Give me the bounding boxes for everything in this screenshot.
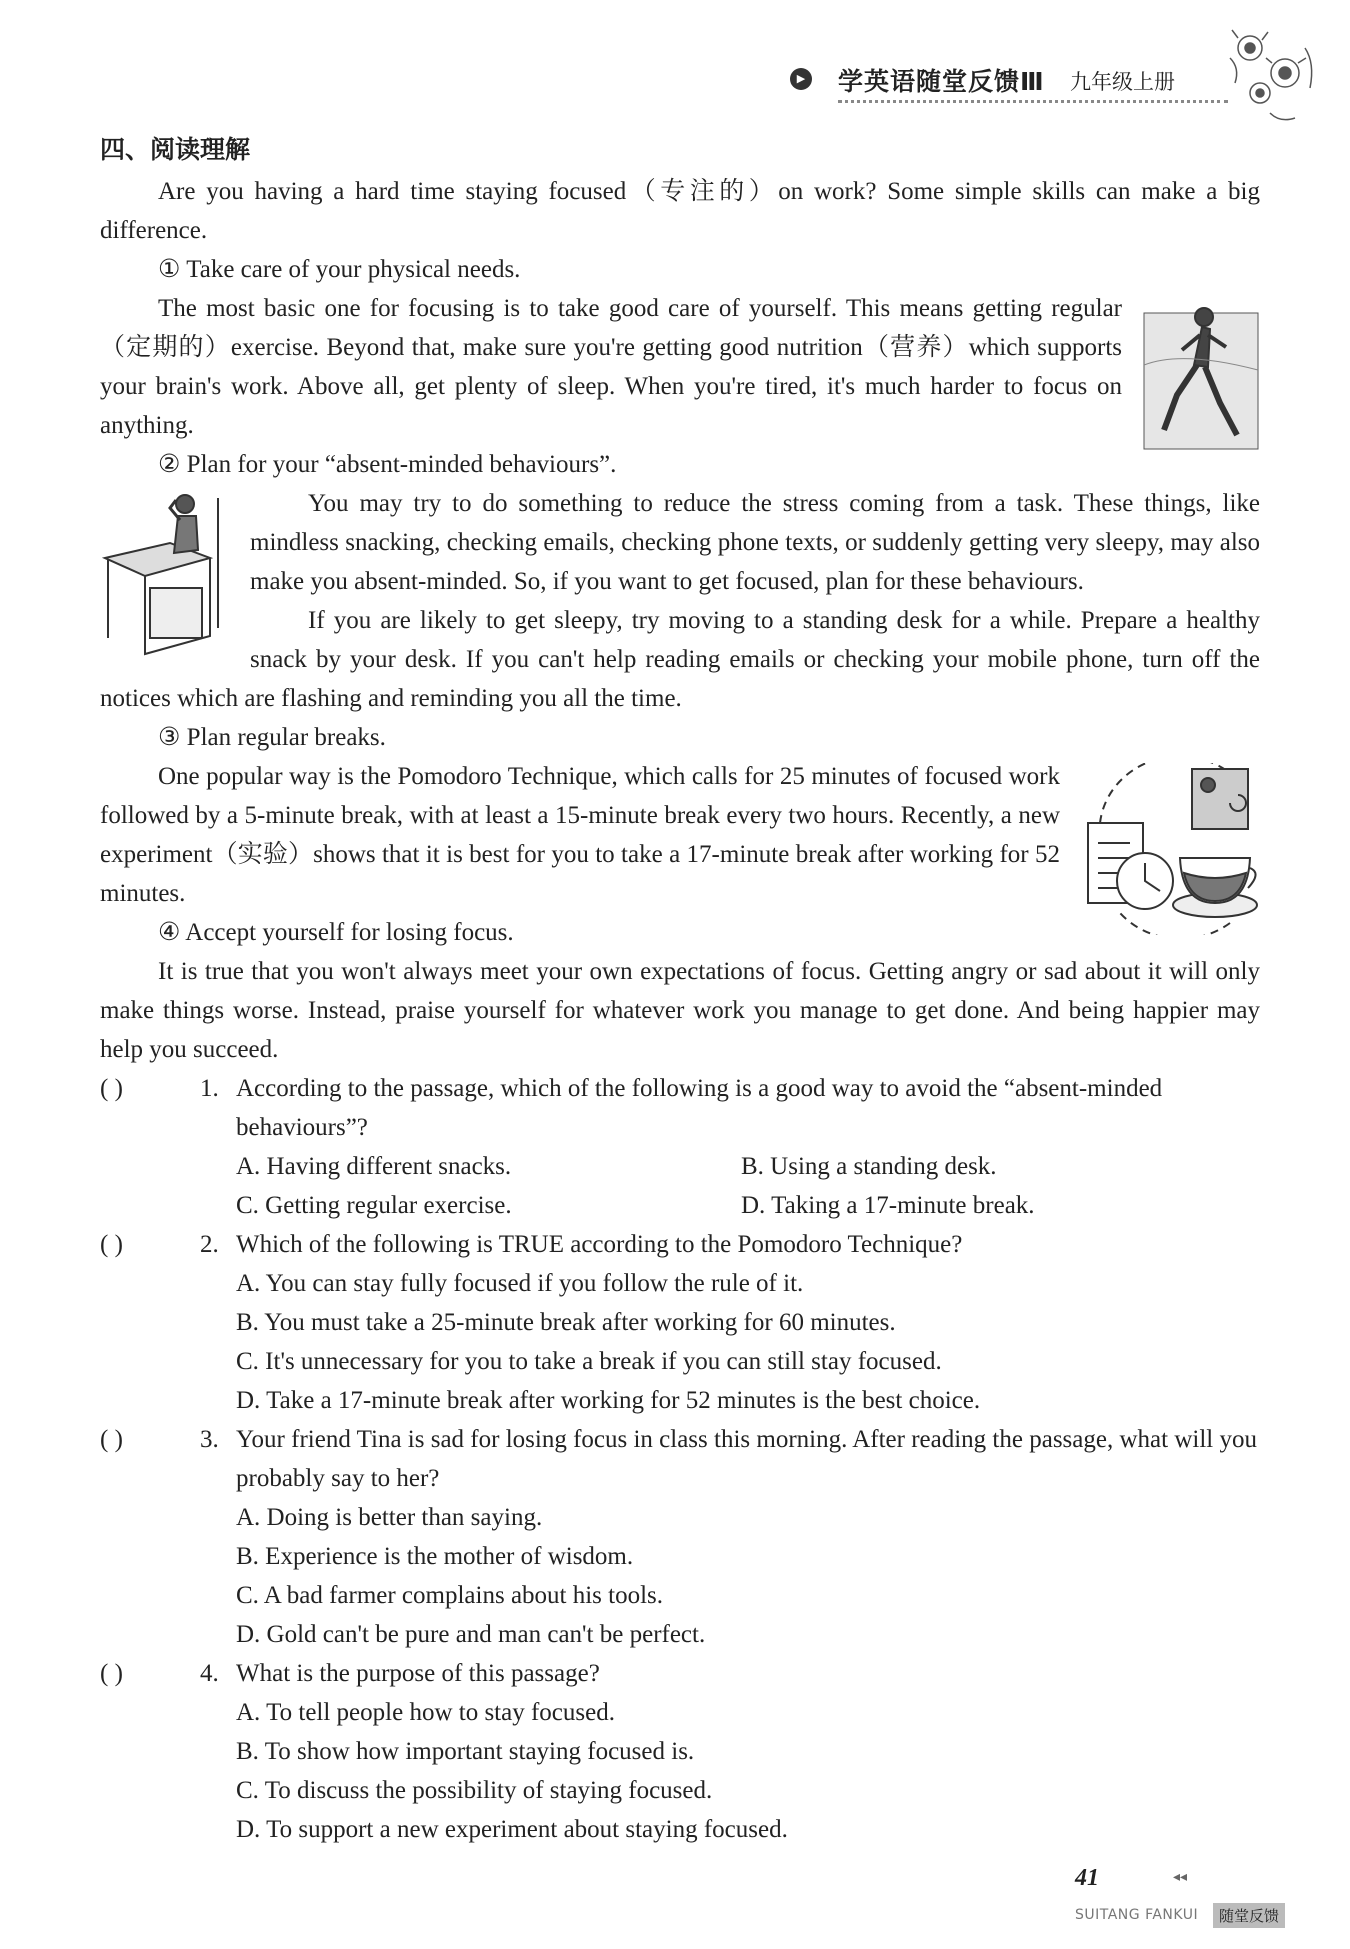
question-text: Your friend Tina is sad for losing focus in class this morning. After reading the passage, what will you probably say to her? (236, 1426, 1257, 1492)
tip-heading-1: ① Take care of your physical needs. (158, 256, 521, 283)
question-4-options (100, 1693, 1260, 1849)
option-a: A. You can stay fully focused if you follow the rule of it. (236, 1270, 804, 1297)
question-number: 4. (200, 1660, 219, 1687)
option-d: D. Take a 17-minute break after working for 52 minutes is the best choice. (236, 1387, 981, 1414)
answer-blank[interactable]: ( ) (100, 1660, 123, 1687)
page-header (790, 52, 1270, 112)
option-b: B. You must take a 25-minute break after working for 60 minutes. (236, 1309, 896, 1336)
tip-heading-4: ④ Accept yourself for losing focus. (158, 919, 514, 946)
tip-paragraph-2: You may try to do something to reduce the stress coming from a task. These things, like mindless snacking, checking emails, checking phone texts, or suddenly getting very sleepy, may also make you absent-minded. So, if you want to get focused, plan for these behaviours. (250, 490, 1260, 595)
question-number: 2. (200, 1231, 219, 1258)
option-c: C. Getting regular exercise. (236, 1192, 512, 1219)
option-b: B. To show how important staying focused is. (236, 1738, 695, 1765)
section-title: 四、阅读理解 (100, 135, 251, 164)
tip-paragraph-3: If you are likely to get sleepy, try moving to a standing desk for a while. Prepare a healthy snack by your desk. If you can't help reading emails or checking your mobile phone, turn off the notices which are flashing and reminding you all the time. (100, 607, 1260, 712)
question-3-options (100, 1498, 1260, 1654)
question-2 (100, 1225, 1260, 1264)
tip-heading-3: ③ Plan regular breaks. (158, 724, 386, 751)
desk-woman-illustration (100, 488, 222, 656)
option-d: D. To support a new experiment about staying focused. (236, 1816, 788, 1843)
play-icon: ▶ (790, 68, 812, 90)
running-woman-illustration (1142, 295, 1260, 453)
option-a: A. To tell people how to stay focused. (236, 1699, 615, 1726)
question-number: 1. (200, 1075, 219, 1102)
double-arrow-icon: ◂◂ (1173, 1869, 1188, 1885)
answer-blank[interactable]: ( ) (100, 1075, 123, 1102)
option-c: C. A bad farmer complains about his tools. (236, 1582, 664, 1609)
question-text: According to the passage, which of the following is a good way to avoid the “absent-minded behaviours”? (236, 1075, 1163, 1141)
option-d: D. Gold can't be pure and man can't be perfect. (236, 1621, 706, 1648)
answer-blank[interactable]: ( ) (100, 1231, 123, 1258)
option-b: B. Experience is the mother of wisdom. (236, 1543, 634, 1570)
option-a: A. Having different snacks. (236, 1153, 512, 1180)
passage-intro: Are you having a hard time staying focused（专注的）on work? Some simple skills can make a big difference. (100, 178, 1260, 244)
question-number: 3. (200, 1426, 219, 1453)
question-text: What is the purpose of this passage? (236, 1660, 600, 1687)
clock-coffee-illustration (1080, 763, 1260, 935)
question-1 (100, 1069, 1260, 1147)
book-title: 学英语随堂反馈Ⅲ (838, 67, 1045, 96)
option-b: B. Using a standing desk. (741, 1153, 997, 1180)
reading-section (100, 130, 1260, 1849)
question-2-options (100, 1264, 1260, 1420)
footer-pinyin: SUITANG FANKUI (1075, 1907, 1199, 1923)
answer-blank[interactable]: ( ) (100, 1426, 123, 1453)
option-c: C. It's unnecessary for you to take a break if you can still stay focused. (236, 1348, 942, 1375)
option-d: D. Taking a 17-minute break. (741, 1192, 1035, 1219)
flower-ornament-icon (1210, 18, 1330, 138)
tip-paragraph-4: One popular way is the Pomodoro Technique, which calls for 25 minutes of focused work followed by a 5-minute break, with at least a 15-minute break every two hours. Recently, a new experiment（实验）shows that it is best for you to take a 17-minute break after working for 52 minutes. (100, 763, 1060, 907)
question-text: Which of the following is TRUE according to the Pomodoro Technique? (236, 1231, 963, 1258)
question-3 (100, 1420, 1260, 1498)
option-a: A. Doing is better than saying. (236, 1504, 543, 1531)
question-1-options (100, 1147, 1260, 1225)
option-c: C. To discuss the possibility of staying focused. (236, 1777, 713, 1804)
tip-paragraph-5: It is true that you won't always meet your own expectations of focus. Getting angry or sad about it will only make things worse. Instead, praise yourself for whatever work you manage to get done. And being happier may help you succeed. (100, 958, 1260, 1063)
tip-heading-2: ② Plan for your “absent-minded behaviours”. (158, 451, 617, 478)
page-footer (1075, 1865, 1295, 1935)
footer-tag: 随堂反馈 (1213, 1903, 1285, 1928)
page-number: 41 (1075, 1865, 1099, 1891)
book-grade: 九年级上册 (1070, 70, 1175, 94)
tip-paragraph-1: The most basic one for focusing is to take good care of yourself. This means getting regular（定期的）exercise. Beyond that, make sure you're getting good nutrition（营养）which supports your brain's work. Above all, get plenty of sleep. When you're tired, it's much harder to focus on anything. (100, 295, 1122, 439)
question-4 (100, 1654, 1260, 1693)
header-dotted-divider (838, 100, 1228, 103)
